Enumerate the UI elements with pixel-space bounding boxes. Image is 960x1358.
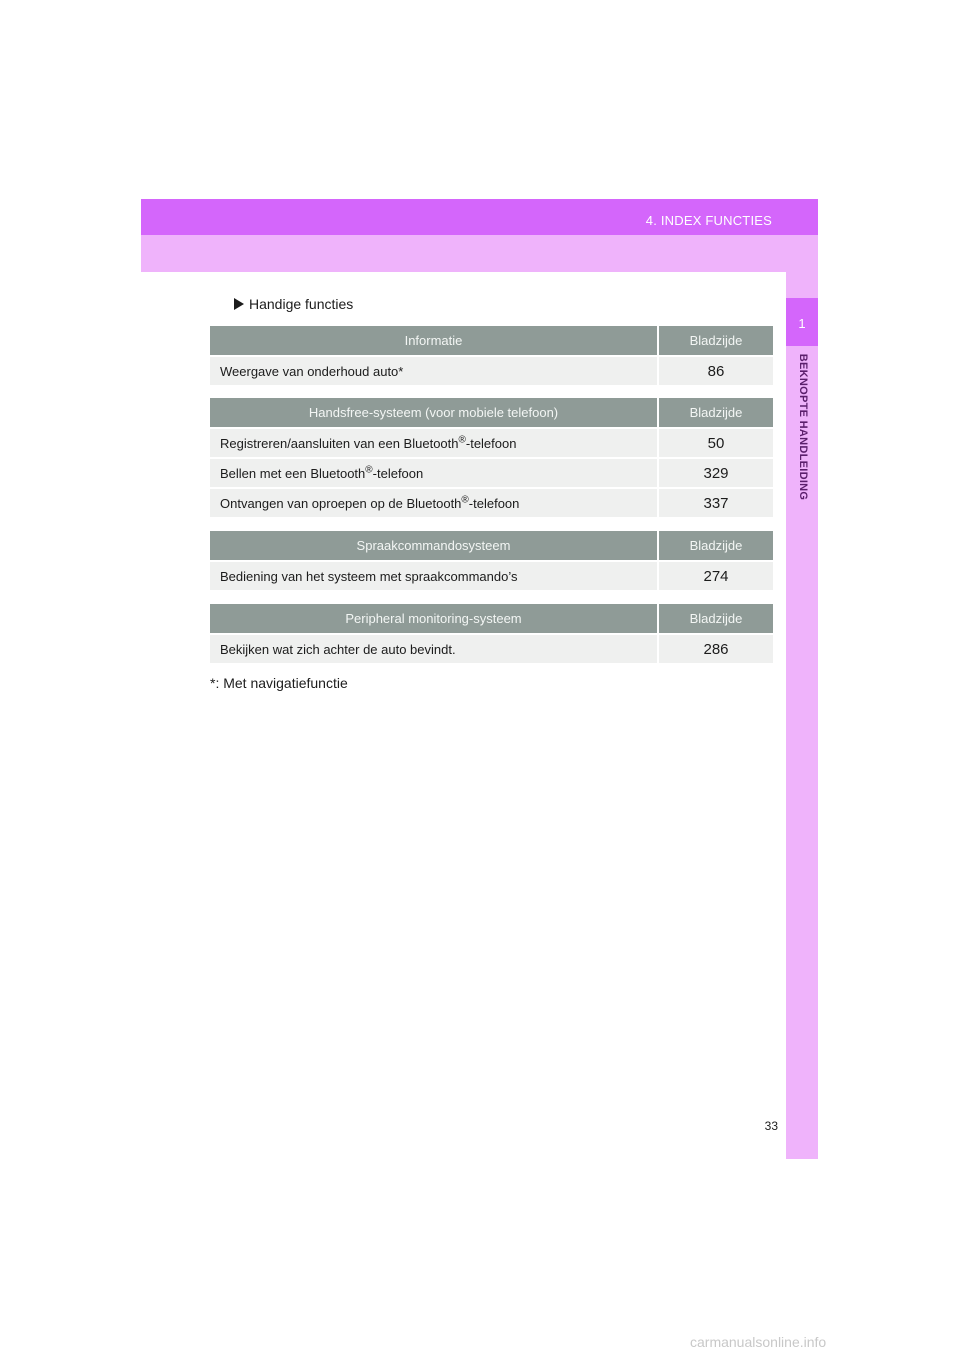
triangle-bullet-icon: [234, 298, 244, 310]
section-heading-text: Handige functies: [249, 296, 354, 312]
table-peripheral: [210, 604, 773, 663]
table-header-row: [210, 326, 773, 356]
watermark[interactable]: carmanualsonline.info: [690, 1334, 827, 1350]
registered-mark: ®: [365, 464, 373, 476]
footnote: *: Met navigatiefunctie: [210, 675, 348, 691]
header-band: [141, 235, 818, 272]
table-header-function: Peripheral monitoring-systeem: [210, 604, 658, 634]
table-header-function: Handsfree-systeem (voor mobiele telefoon): [210, 398, 658, 428]
table-header-row: [210, 604, 773, 634]
table-informatie: [210, 326, 773, 385]
chapter-label: BEKNOPTE HANDLEIDING: [797, 353, 809, 501]
section-title: 4. INDEX FUNCTIES: [645, 213, 772, 228]
header-bar: [141, 199, 818, 235]
table-row: [210, 634, 773, 663]
table-row: [210, 488, 773, 517]
row-description: Registreren/aansluiten van een Bluetooth®-telefoon: [210, 428, 658, 458]
row-description: Ontvangen van oproepen op de Bluetooth®-telefoon: [210, 488, 658, 517]
row-page-link[interactable]: 274: [658, 561, 773, 590]
row-page-link[interactable]: 86: [658, 356, 773, 385]
table-handsfree: [210, 398, 773, 517]
page-number: 33: [764, 1119, 778, 1133]
row-page-link[interactable]: 50: [658, 428, 773, 458]
table-header-page: Bladzijde: [658, 531, 773, 561]
row-description: Bediening van het systeem met spraakcommando’s: [210, 561, 658, 590]
row-description: Weergave van onderhoud auto*: [210, 356, 658, 385]
section-heading: [234, 296, 353, 312]
row-page-link[interactable]: 329: [658, 458, 773, 488]
table-header-row: [210, 531, 773, 561]
table-row: [210, 458, 773, 488]
chapter-label-wrapper: [795, 353, 809, 501]
table-row: [210, 356, 773, 385]
table-header-page: Bladzijde: [658, 326, 773, 356]
row-description: Bekijken wat zich achter de auto bevindt.: [210, 634, 658, 663]
row-description: Bellen met een Bluetooth®-telefoon: [210, 458, 658, 488]
table-spraakcommando: [210, 531, 773, 590]
registered-mark: ®: [461, 494, 469, 506]
table-header-page: Bladzijde: [658, 398, 773, 428]
table-row: [210, 428, 773, 458]
table-header-row: [210, 398, 773, 428]
row-page-link[interactable]: 286: [658, 634, 773, 663]
chapter-number: 1: [798, 316, 806, 331]
table-row: [210, 561, 773, 590]
chapter-tab[interactable]: [786, 298, 818, 346]
table-header-page: Bladzijde: [658, 604, 773, 634]
table-header-function: Spraakcommandosysteem: [210, 531, 658, 561]
table-header-function: Informatie: [210, 326, 658, 356]
row-page-link[interactable]: 337: [658, 488, 773, 517]
registered-mark: ®: [458, 434, 466, 446]
